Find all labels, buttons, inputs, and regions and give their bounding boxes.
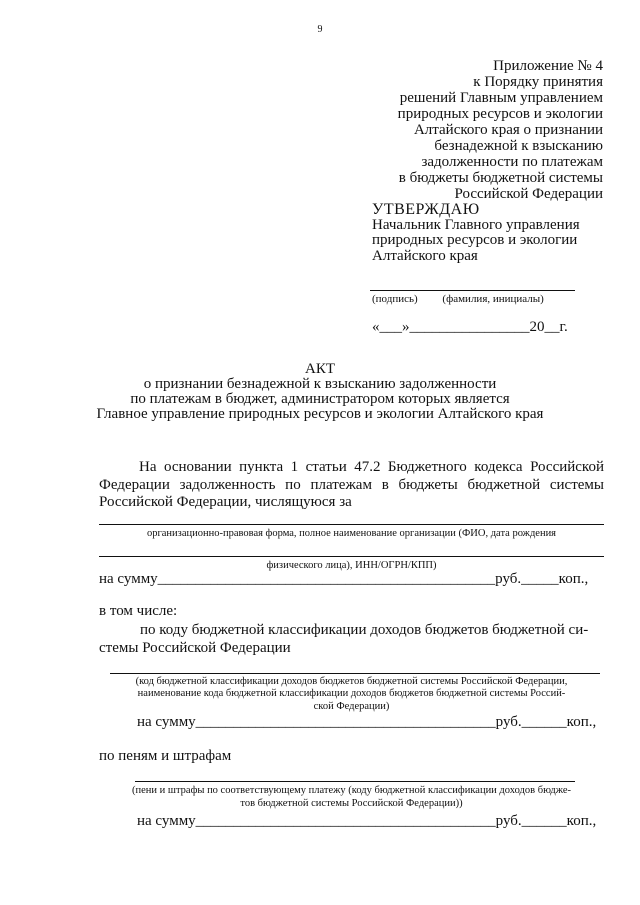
appendix-line: Российской Федерации: [454, 186, 603, 202]
name-label: (фамилия, инициалы): [442, 293, 544, 305]
kbk-text-line-2: стемы Российской Федерации: [99, 640, 291, 656]
appendix-line: Приложение № 4: [493, 58, 603, 74]
appendix-line: природных ресурсов и экологии: [397, 106, 603, 122]
signature-labels: [372, 293, 544, 305]
appendix-line: решений Главным управлением: [399, 90, 603, 106]
including-label: в том числе:: [99, 603, 178, 619]
appendix-line: безнадежной к взысканию: [434, 138, 603, 154]
appendix-line: задолженности по платежам: [421, 154, 603, 170]
act-title: АКТ: [305, 361, 335, 377]
kbk-caption-1: (код бюджетной классификации доходов бюджетов бюджетной системы Российской Федерации,: [135, 676, 568, 687]
basis-paragraph: [99, 459, 604, 512]
kbk-text-line-1: по коду бюджетной классификации доходов бюджетов бюджетной си-: [140, 622, 589, 638]
appendix-line: Алтайского края о признании: [413, 122, 603, 138]
act-subtitle-line: по платежам в бюджет, администратором которых является: [130, 391, 510, 407]
penalties-field-line[interactable]: [135, 781, 575, 782]
org-caption-1: организационно-правовая форма, полное наименование организации (ФИО, дата рождения: [146, 528, 557, 539]
sum-kbk-row[interactable]: на сумму________________________________________руб.______коп.,: [137, 714, 597, 730]
signature-label: (подпись): [372, 293, 418, 305]
kbk-caption-3: ской Федерации): [313, 701, 390, 712]
approval-line: Алтайского края: [372, 247, 478, 264]
act-subtitle-line: о признании безнадежной к взысканию задолженности: [143, 376, 497, 392]
penalties-caption-2: тов бюджетной системы Российской Федерации)): [240, 798, 463, 809]
appendix-line: к Порядку принятия: [473, 74, 603, 90]
basis-text: На основании пункта 1 статьи 47.2 Бюджетного кодекса Российской Федерации задолженность по платежам в бюджеты бюджетной системы Российской Федерации, числящуюся за: [99, 459, 604, 510]
appendix-header: [398, 58, 603, 202]
org-name-field-line-2[interactable]: [99, 556, 604, 557]
act-subtitle-line: Главное управление природных ресурсов и экологии Алтайского края: [96, 406, 544, 422]
page-number: 9: [317, 24, 323, 35]
kbk-caption-2: наименование кода бюджетной классификации доходов бюджетов бюджетной системы Россий-: [137, 688, 566, 699]
penalties-label: по пеням и штрафам: [99, 748, 232, 764]
org-name-field-line[interactable]: [99, 524, 604, 525]
act-title-block: [0, 362, 640, 422]
penalties-caption-1: (пени и штрафы по соответствующему платежу (коду бюджетной классификации доходов бюдже-: [131, 785, 572, 796]
approval-title: УТВЕРЖДАЮ: [372, 201, 480, 218]
kbk-field-line[interactable]: [110, 673, 600, 674]
sum-total-row[interactable]: на сумму_____________________________________________руб._____коп.,: [99, 571, 589, 587]
approval-block: [372, 202, 580, 264]
signature-line[interactable]: [370, 290, 575, 291]
appendix-line: в бюджеты бюджетной системы: [398, 170, 603, 186]
approval-date-line[interactable]: «___»________________20__г.: [372, 319, 568, 335]
approval-line: природных ресурсов и экологии: [372, 232, 578, 248]
approval-line: Начальник Главного управления: [372, 216, 580, 233]
sum-penalties-row[interactable]: на сумму________________________________________руб.______коп.,: [137, 813, 597, 829]
org-caption-2: физического лица), ИНН/ОГРН/КПП): [266, 560, 437, 571]
